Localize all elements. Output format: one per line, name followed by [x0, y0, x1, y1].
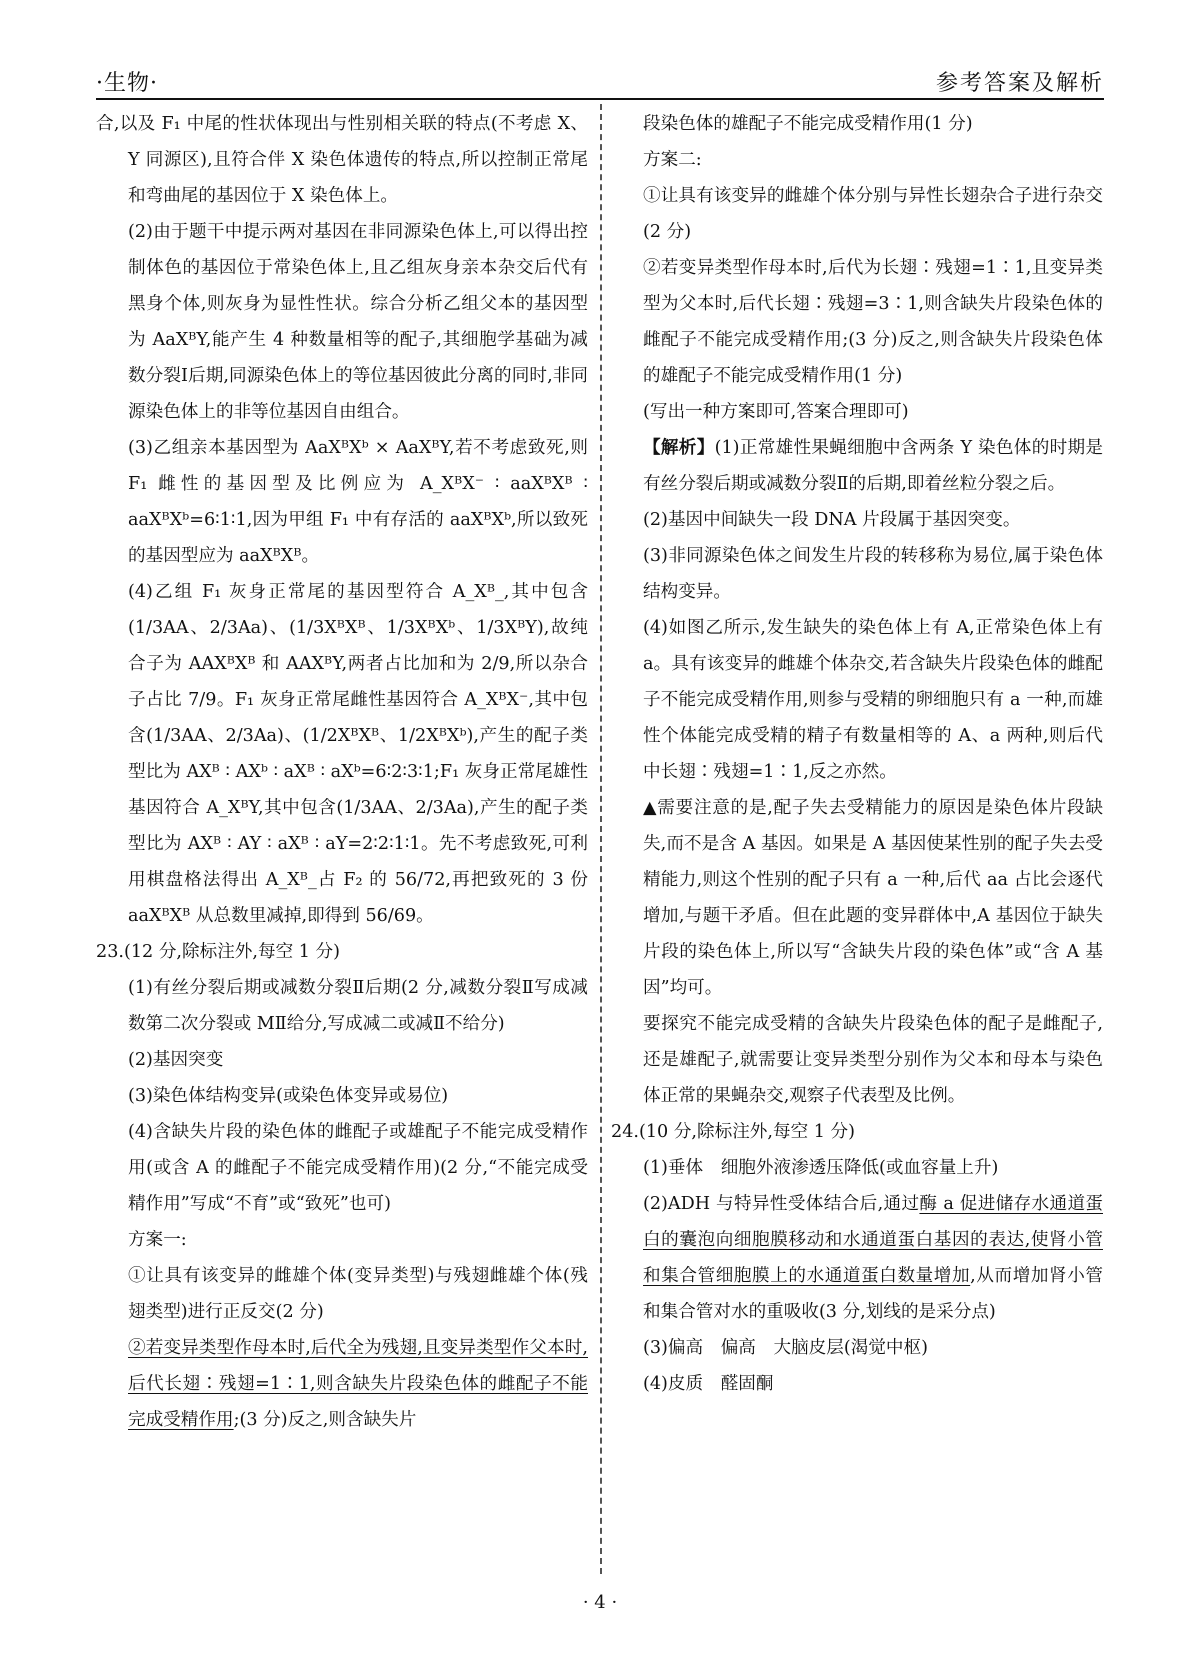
paragraph: (2)由于题干中提示两对基因在非同源染色体上,可以得出控制体色的基因位于常染色体上,且乙组灰身亲本杂交后代有黑身个体,则灰身为显性性状。综合分析乙组父本的基因型为 AaXᴮY,能产生 4 种数量相等的配子,其细胞学基础为减数分裂Ⅰ后期,同源染色体上的等位基因彼此分离的同时,非同源染色体上的非等位基因自由组合。 — [128, 222, 588, 422]
analysis-text: (1)正常雄性果蝇细胞中含两条 Y 染色体的时期是有丝分裂后期或减数分裂Ⅱ的后期,即着丝粒分裂之后。 — [643, 438, 1103, 494]
answer-item — [96, 1330, 588, 1438]
answer-item: (4)含缺失片段的染色体的雌配子或雄配子不能完成受精作用(或含 A 的雌配子不能完成受精作用)(2 分,“不能完成受精作用”写成“不育”或“致死”也可) — [128, 1122, 588, 1214]
paragraph: 段染色体的雄配子不能完成受精作用(1 分) — [643, 114, 973, 134]
question-24-header: 24.(10 分,除标注外,每空 1 分) — [611, 1122, 856, 1142]
plan-label: 方案一: — [128, 1230, 187, 1250]
underlined-text: 酶 a 促进储存水通道蛋白的囊泡向细胞膜移动和水通道蛋白基因的表达,使肾小管和集合管细胞膜上的水通道蛋白数量增加 — [643, 1194, 1103, 1286]
answer-text: (2)ADH 与特异性受体结合后,通过 — [643, 1194, 920, 1214]
right-column — [611, 106, 1103, 1402]
page-header — [96, 62, 1104, 100]
paragraph: (3)乙组亲本基因型为 AaXᴮXᵇ × AaXᴮY,若不考虑致死,则 F₁ 雌性的基因型及比例应为 A_XᴮX⁻ ∶ aaXᴮXᴮ ∶ aaXᴮXᵇ=6∶1∶1,因为甲组 F₁ 中有存活的 aaXᴮXᵇ,所以致死的基因型应为 aaXᴮXᴮ。 — [128, 438, 588, 566]
analysis-paragraph: (3)非同源染色体之间发生片段的转移称为易位,属于染色体结构变异。 — [643, 546, 1103, 602]
underlined-text: ②若变异类型作母本时,后代全为残翅,且变异类型作父本时,后代长翅∶残翅=1∶1,则含缺失片段染色体的雌配子不能完成受精作用 — [128, 1338, 588, 1430]
paragraph: 合,以及 F₁ 中尾的性状体现出与性别相关联的特点(不考虑 X、Y 同源区),且符合伴 X 染色体遗传的特点,所以控制正常尾和弯曲尾的基因位于 X 染色体上。 — [96, 114, 588, 206]
analysis-paragraph — [611, 430, 1103, 502]
answer-item: (3)偏高 偏高 大脑皮层(渴觉中枢) — [643, 1338, 928, 1358]
paragraph: 要探究不能完成受精的含缺失片段染色体的配子是雌配子,还是雄配子,就需要让变异类型分别作为父本和母本与染色体正常的果蝇杂交,观察子代表型及比例。 — [643, 1014, 1103, 1106]
left-column — [96, 106, 588, 1438]
answer-item — [611, 1186, 1103, 1330]
section-title: 参考答案及解析 — [935, 71, 1104, 96]
answer-text: ;(3 分)反之,则含缺失片 — [233, 1410, 417, 1430]
answer-text: ,从而增加肾小管和集合管对水的重吸收(3 分,划线的是采分点) — [643, 1266, 1103, 1322]
answer-item: ①让具有该变异的雌雄个体分别与异性长翅杂合子进行杂交(2 分) — [643, 186, 1103, 242]
analysis-paragraph: (2)基因中间缺失一段 DNA 片段属于基因突变。 — [643, 510, 1021, 530]
answer-item: ②若变异类型作母本时,后代为长翅∶残翅=1∶1,且变异类型为父本时,后代长翅∶残翅=3∶1,则含缺失片段染色体的雌配子不能完成受精作用;(3 分)反之,则含缺失片段染色体的雄配子不能完成受精作用(1 分) — [643, 258, 1103, 386]
warning-paragraph: ▲需要注意的是,配子失去受精能力的原因是染色体片段缺失,而不是含 A 基因。如果是 A 基因使某性别的配子失去受精能力,则这个性别的配子只有 a 一种,后代 aa 占比会逐代增加,与题干矛盾。但在此题的变异群体中,A 基因位于缺失片段的染色体上,所以写“含缺失片段的染色体”或“含 A 基因”均可。 — [643, 798, 1103, 998]
paragraph: (4)乙组 F₁ 灰身正常尾的基因型符合 A_Xᴮ_,其中包含(1/3AA、2/3Aa)、(1/3XᴮXᴮ、1/3XᴮXᵇ、1/3XᴮY),故纯合子为 AAXᴮXᴮ 和 AAXᴮY,两者占比加和为 2/9,所以杂合子占比 7/9。F₁ 灰身正常尾雌性基因符合 A_XᴮX⁻,其中包含(1/3AA、2/3Aa)、(1/2XᴮXᴮ、1/2XᴮXᵇ),产生的配子类型比为 AXᴮ ∶ AXᵇ ∶ aXᴮ ∶ aXᵇ=6∶2∶3∶1;F₁ 灰身正常尾雄性基因符合 A_XᴮY,其中包含(1/3AA、2/3Aa),产生的配子类型比为 AXᴮ ∶ AY ∶ aXᴮ ∶ aY=2∶2∶1∶1。先不考虑致死,可利用棋盘格法得出 A_Xᴮ_占 F₂ 的 56/72,再把致死的 3 份 aaXᴮXᴮ 从总数里减掉,即得到 56/69。 — [128, 582, 588, 926]
subject-label: ·生物· — [96, 71, 158, 96]
answer-item: ①让具有该变异的雌雄个体(变异类型)与残翅雌雄个体(残翅类型)进行正反交(2 分) — [128, 1266, 588, 1322]
analysis-tag: 【解析】 — [643, 437, 715, 458]
analysis-paragraph: (4)如图乙所示,发生缺失的染色体上有 A,正常染色体上有 a。具有该变异的雌雄个体杂交,若含缺失片段染色体的雌配子不能完成受精作用,则参与受精的卵细胞只有 a 一种,而雄性个体能完成受精的精子有数量相等的 A、a 两种,则后代中长翅∶残翅=1∶1,反之亦然。 — [643, 618, 1103, 782]
answer-item: (3)染色体结构变异(或染色体变异或易位) — [128, 1086, 449, 1106]
answer-item: (4)皮质 醛固酮 — [643, 1374, 774, 1394]
column-divider — [600, 104, 602, 1574]
answer-item: (2)基因突变 — [128, 1050, 224, 1070]
page-number: · 4 · — [582, 1592, 618, 1613]
answer-item: (1)有丝分裂后期或减数分裂Ⅱ后期(2 分,减数分裂Ⅱ写成减数第二次分裂或 MⅡ给分,写成减二或减Ⅱ不给分) — [128, 978, 588, 1034]
plan-label: 方案二: — [643, 150, 702, 170]
note: (写出一种方案即可,答案合理即可) — [643, 402, 909, 422]
question-23-header: 23.(12 分,除标注外,每空 1 分) — [96, 942, 341, 962]
answer-item: (1)垂体 细胞外液渗透压降低(或血容量上升) — [643, 1158, 999, 1178]
